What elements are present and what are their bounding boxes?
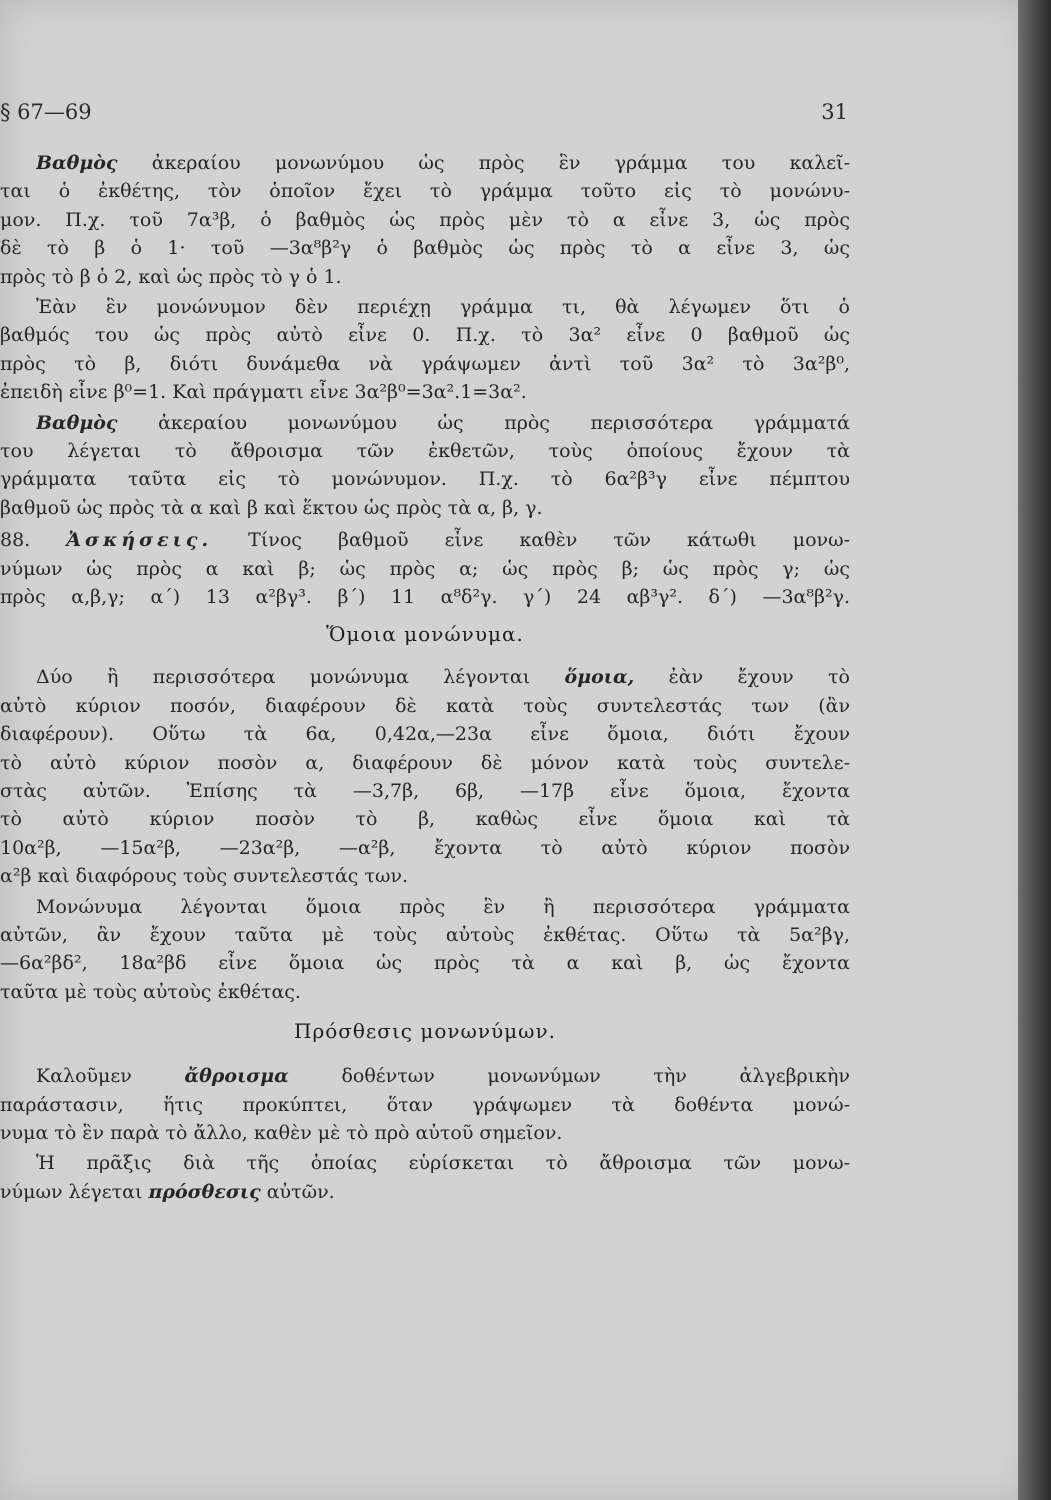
line-text: Δύο ἢ περισσότερα μονώνυμα λέγονται — [36, 666, 565, 689]
line-text: Μονώνυμα λέγονται ὅμοια πρὸς ἓν ἢ περισσότερα γράμματα — [36, 895, 850, 918]
line-text: ταῦτα μὲ τοὺς αὐτοὺς ἐκθέτας. — [0, 980, 301, 1003]
line-text: αὐτῶν, ἂν ἔχουν ταῦτα μὲ τοὺς αὐτοὺς ἐκθέτας. Οὕτω τὰ 5α²βγ, — [0, 924, 850, 946]
section-heading-addition: Πρόσθεσις μονωνύμων. — [294, 1019, 556, 1044]
text-line — [0, 466, 850, 492]
section-heading-similar-monomials: Ὅμοια μονώνυμα. — [326, 622, 524, 647]
text-line — [36, 664, 850, 690]
text-line — [0, 950, 850, 976]
text-line: νύμων ὡς πρὸς α καὶ β; ὡς πρὸς α; ὡς πρὸς β; ὡς πρὸς γ; ὡς — [0, 557, 850, 580]
page-number: 31 — [821, 100, 848, 124]
line-text: διαφέρουν). Οὕτω τὰ 6α, 0,42α,—23α εἶνε ὅμοια, διότι ἔχουν — [0, 723, 850, 746]
line-text: δοθέντων μονωνύμων τὴν ἀλγεβρικὴν — [288, 1065, 850, 1088]
line-text: του λέγεται τὸ ἄθροισμα τῶν ἐκθετῶν, τοὺς ὁποίους ἔχουν τὰ — [0, 440, 850, 462]
line-text: ἀκεραίου μονωνύμου ὡς πρὸς περισσότερα γράμματά — [117, 411, 850, 434]
text-line — [0, 863, 850, 889]
exercise-number: 88. — [0, 529, 67, 552]
text-line — [0, 693, 850, 719]
exercise-first-line — [0, 527, 850, 553]
text-line — [0, 979, 850, 1005]
bold-term: Βαθμὸς — [36, 152, 118, 174]
line-text: Ἐὰν ἓν μονώνυμον δὲν περιέχῃ γράμμα τι, θὰ λέγωμεν ὅτι ὁ — [36, 296, 850, 318]
text-line — [0, 750, 850, 776]
text-line — [0, 207, 850, 233]
text-line — [0, 264, 850, 290]
line-text: Καλοῦμεν — [36, 1065, 185, 1088]
text-line — [0, 495, 850, 521]
text-line — [36, 294, 850, 320]
line-text: πρὸς τὸ β ὁ 2, καὶ ὡς πρὸς τὸ γ ὁ 1. — [0, 265, 342, 288]
text-line — [0, 1179, 850, 1205]
bold-term: πρόσθεσις — [148, 1180, 261, 1203]
text-line — [0, 351, 850, 377]
text-line — [0, 806, 850, 832]
line-text: 10α²β, —15α²β, —23α²β, —α²β, ἔχοντα τὸ αὐτὸ κύριον ποσὸν — [0, 836, 850, 859]
line-text: Ἡ πρᾶξις διὰ τῆς ὁποίας εὑρίσκεται τὸ ἄθροισμα τῶν μονω- — [36, 1152, 850, 1175]
line-text: ἐὰν ἔχουν τὸ — [634, 666, 850, 689]
line-text: τὸ αὐτὸ κύριον ποσὸν τὸ β, καθὼς εἶνε ὅμοια καὶ τὰ — [0, 808, 850, 831]
line-text: βαθμοῦ ὡς πρὸς τὰ α καὶ β καὶ ἕκτου ὡς πρὸς τὰ α, β, γ. — [0, 496, 543, 519]
text-line — [36, 150, 850, 176]
line-text: γράμματα ταῦτα εἰς τὸ μονώνυμον. Π.χ. τὸ 6α²β³γ εἶνε πέμπτου — [0, 468, 850, 491]
line-text: ἀκεραίου μονωνύμου ὡς πρὸς ἓν γράμμα του καλεῖ- — [117, 152, 850, 174]
page-header — [0, 100, 848, 132]
text-line — [36, 1150, 850, 1176]
line-text: αὐτὸ κύριον ποσόν, διαφέρουν δὲ κατὰ τοὺς συντελεστάς των (ἂν — [0, 694, 850, 717]
text-line — [0, 438, 850, 464]
line-text: νύμων λέγεται — [0, 1180, 149, 1203]
bold-term: ἄθροισμα — [184, 1065, 289, 1088]
text-line — [0, 835, 850, 861]
exercise-title: Ἀσκήσεις. — [66, 529, 213, 552]
section-reference: § 67—69 — [0, 100, 92, 124]
text-line — [0, 922, 850, 948]
line-text: ἐπειδὴ εἶνε β⁰=1. Καὶ πράγματι εἶνε 3α²β⁰=3α².1=3α². — [0, 381, 527, 404]
line-text: α²β καὶ διαφόρους τοὺς συντελεστάς των. — [0, 865, 409, 888]
line-text: τὸ αὐτὸ κύριον ποσὸν α, διαφέρουν δὲ μόνον κατὰ τοὺς συντελε- — [0, 751, 850, 774]
text-line — [0, 178, 850, 204]
line-text: ται ὁ ἐκθέτης, τὸν ὁποῖον ἔχει τὸ γράμμα τοῦτο εἰς τὸ μονώνυ- — [0, 180, 850, 203]
text-line: πρὸς α,β,γ; α΄) 13 α²βγ³. β΄) 11 α⁸δ²γ. γ΄) 24 αβ³γ². δ΄) —3α⁸β²γ. — [0, 586, 850, 608]
text-line — [0, 322, 850, 348]
line-text: βαθμός του ὡς πρὸς αὐτὸ εἶνε 0. Π.χ. τὸ 3α² εἶνε 0 βαθμοῦ ὡς — [0, 324, 850, 347]
bold-term: ὅμοια, — [564, 666, 635, 689]
text-line — [0, 379, 850, 405]
line-text: πρὸς τὸ β, διότι δυνάμεθα νὰ γράψωμεν ἀντὶ τοῦ 3α² τὸ 3α²β⁰, — [0, 352, 850, 375]
bold-term: Βαθμὸς — [36, 411, 118, 434]
text-line — [0, 235, 850, 261]
text-line — [36, 894, 850, 920]
line-text: παράστασιν, ἥτις προκύπτει, ὅταν γράψωμεν τὰ δοθέντα μονώ- — [0, 1093, 850, 1116]
text-line — [0, 778, 850, 804]
line-text: στὰς αὐτῶν. Ἐπίσης τὰ —3,7β, 6β, —17β εἶνε ὅμοια, ἔχοντα — [0, 780, 850, 802]
page-edge — [1018, 0, 1051, 1500]
line-text: μον. Π.χ. τοῦ 7α³β, ὁ βαθμὸς ὡς πρὸς μὲν τὸ α εἶνε 3, ὡς πρὸς — [0, 208, 850, 231]
line-text: —6α²βδ², 18α²βδ εἶνε ὅμοια ὡς πρὸς τὰ α καὶ β, ὡς ἔχοντα — [0, 952, 850, 975]
line-text: δὲ τὸ β ὁ 1· τοῦ —3α⁸β²γ ὁ βαθμὸς ὡς πρὸς τὸ α εἶνε 3, ὡς — [0, 237, 850, 260]
line-text: νυμα τὸ ἓν παρὰ τὸ ἄλλο, καθὲν μὲ τὸ πρὸ αὐτοῦ σημεῖον. — [0, 1122, 563, 1144]
text-line — [0, 1092, 850, 1118]
line-text: Τίνος βαθμοῦ εἶνε καθὲν τῶν κάτωθι μονω- — [212, 529, 850, 552]
text-line — [36, 1063, 850, 1089]
line-text: αὐτῶν. — [260, 1180, 335, 1203]
text-line — [0, 1120, 850, 1146]
text-line — [0, 721, 850, 747]
text-line — [36, 410, 850, 436]
